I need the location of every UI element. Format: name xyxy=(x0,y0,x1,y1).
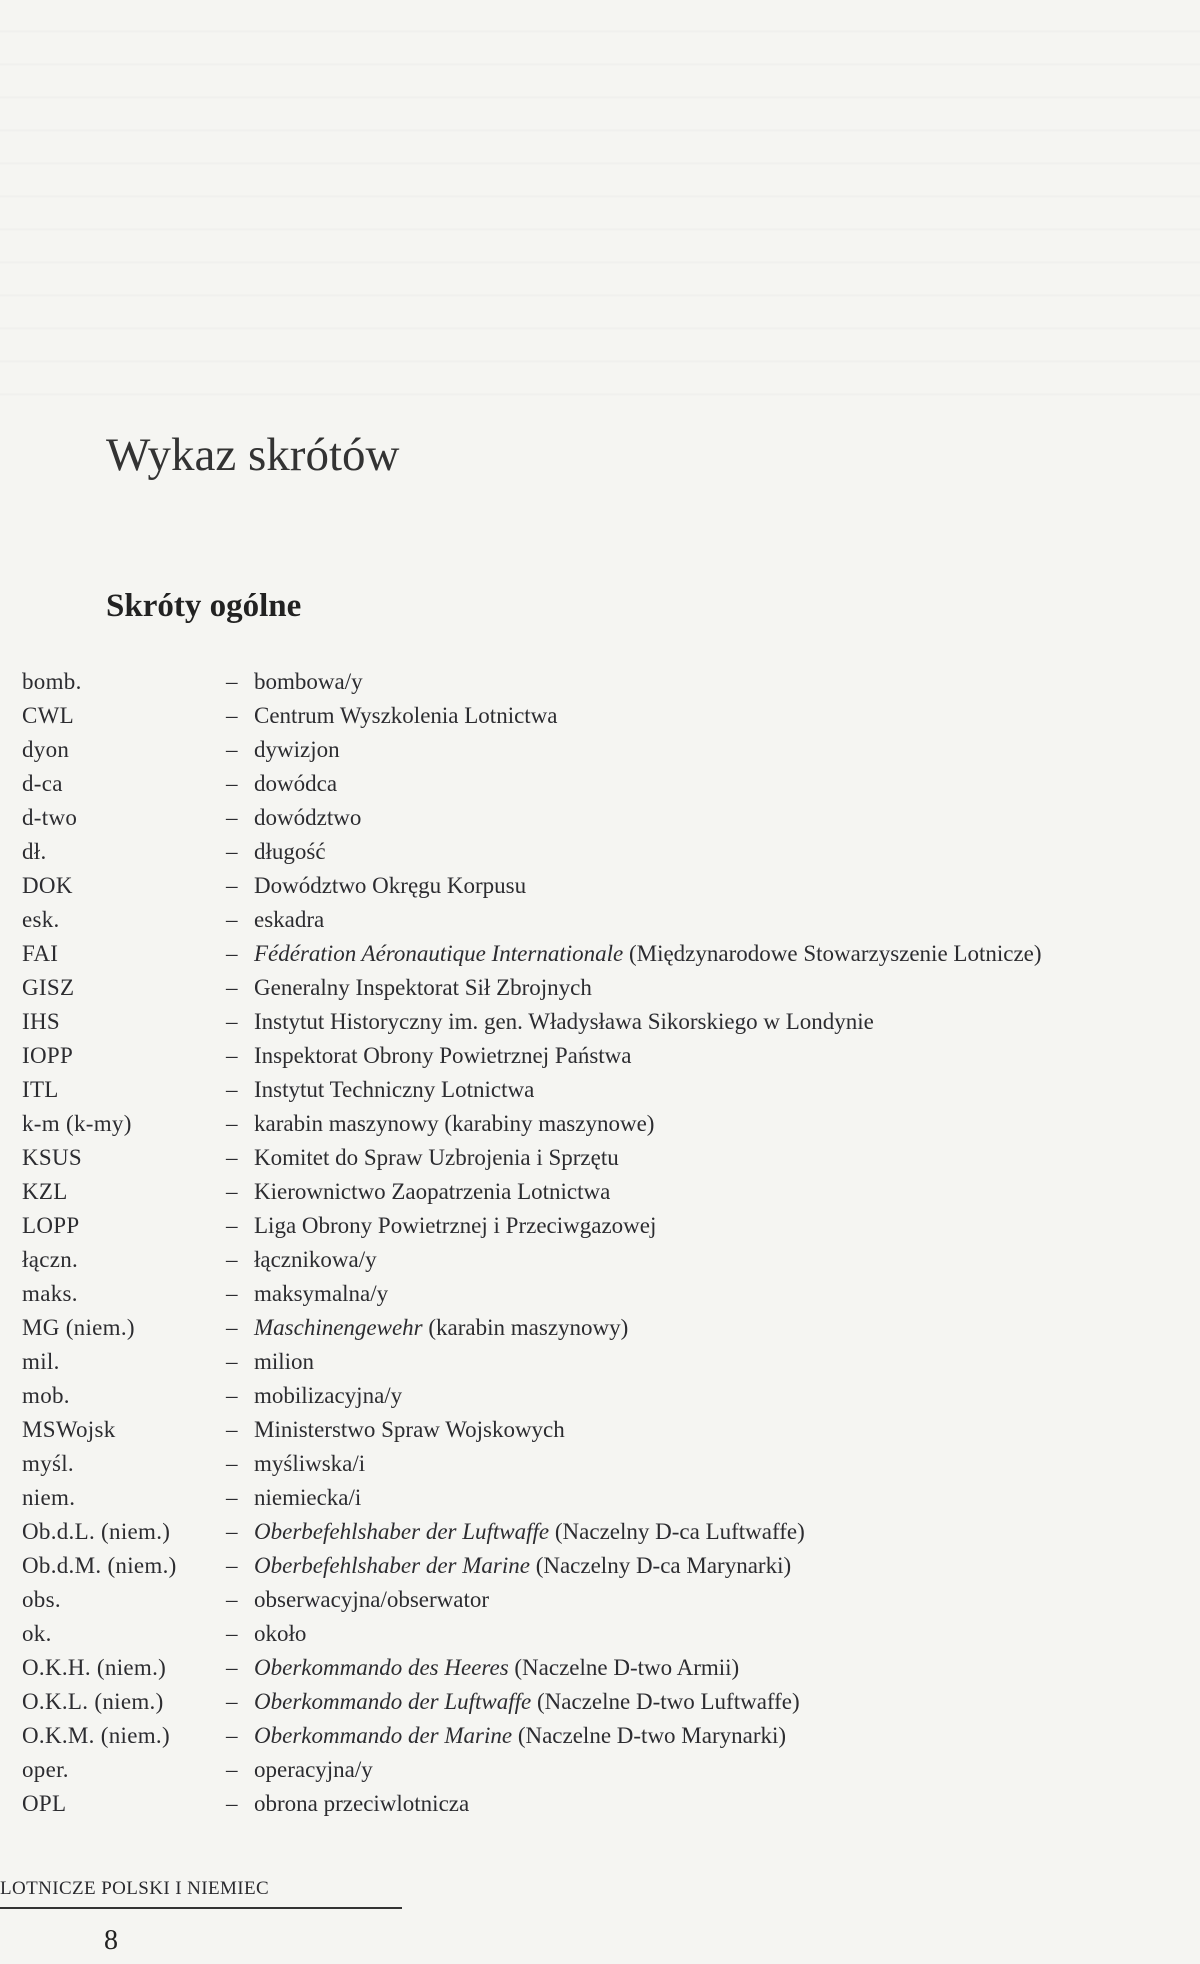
abbreviation-row xyxy=(22,903,1192,937)
abbreviation-row xyxy=(22,1039,1192,1073)
definition-text: (Naczelny D-ca Marynarki) xyxy=(535,1553,792,1578)
definition-text: Centrum Wyszkolenia Lotnictwa xyxy=(254,703,558,728)
abbreviation: Ob.d.M. (niem.) xyxy=(22,1553,177,1578)
section-title: Skróty ogólne xyxy=(106,588,302,624)
abbreviation: d-ca xyxy=(22,771,63,796)
dash-separator: – xyxy=(226,703,238,728)
definition-text: niemiecka/i xyxy=(254,1485,362,1510)
abbreviation-row xyxy=(22,937,1192,971)
definition-text: obserwacyjna/obserwator xyxy=(254,1587,490,1612)
abbreviation: ITL xyxy=(22,1077,59,1102)
definition xyxy=(226,1349,1192,1375)
definition xyxy=(226,975,1192,1001)
definition xyxy=(226,771,1192,797)
definition xyxy=(226,907,1192,933)
abbreviation-row xyxy=(22,1141,1192,1175)
definition xyxy=(226,1417,1192,1443)
dash-separator: – xyxy=(226,1009,238,1034)
abbreviation-row xyxy=(22,1345,1192,1379)
abbreviation: obs. xyxy=(22,1587,61,1612)
dash-separator: – xyxy=(226,1383,238,1408)
dash-separator: – xyxy=(226,1077,238,1102)
definition-text: Dowództwo Okręgu Korpusu xyxy=(254,873,527,898)
definition xyxy=(226,1757,1192,1783)
abbreviation-row xyxy=(22,1583,1192,1617)
definition xyxy=(226,941,1192,967)
dash-separator: – xyxy=(226,975,238,1000)
abbreviation: mil. xyxy=(22,1349,60,1374)
definition xyxy=(226,1451,1192,1477)
definition-text: Komitet do Spraw Uzbrojenia i Sprzętu xyxy=(254,1145,619,1170)
abbreviation-row xyxy=(22,1107,1192,1141)
abbreviation-row xyxy=(22,1447,1192,1481)
definition-text: maksymalna/y xyxy=(254,1281,389,1306)
abbreviation: O.K.M. (niem.) xyxy=(22,1723,170,1748)
definition-text: Ministerstwo Spraw Wojskowych xyxy=(254,1417,565,1442)
abbreviation-row xyxy=(22,835,1192,869)
definition-text: myśliwska/i xyxy=(254,1451,366,1476)
abbreviation-row xyxy=(22,1243,1192,1277)
dash-separator: – xyxy=(226,1417,238,1442)
bleed-through-background xyxy=(0,0,1200,420)
page-number: 8 xyxy=(104,1925,118,1956)
dash-separator: – xyxy=(226,1757,238,1782)
dash-separator: – xyxy=(226,737,238,762)
dash-separator: – xyxy=(226,771,238,796)
definition-text: dowódca xyxy=(254,771,338,796)
dash-separator: – xyxy=(226,873,238,898)
dash-separator: – xyxy=(226,1213,238,1238)
definition-text: (Naczelne D-two Luftwaffe) xyxy=(537,1689,800,1714)
definition-text: Instytut Techniczny Lotnictwa xyxy=(254,1077,535,1102)
definition-text: Generalny Inspektorat Sił Zbrojnych xyxy=(254,975,592,1000)
definition xyxy=(226,703,1192,729)
abbreviation: OPL xyxy=(22,1791,67,1816)
definition-text: mobilizacyjna/y xyxy=(254,1383,403,1408)
definition xyxy=(226,1077,1192,1103)
definition xyxy=(226,1383,1192,1409)
dash-separator: – xyxy=(226,1553,238,1578)
abbreviation: MSWojsk xyxy=(22,1417,116,1442)
abbreviation-list xyxy=(22,665,1192,1821)
dash-separator: – xyxy=(226,1247,238,1272)
definition-foreign-term: Fédération Aéronautique Internationale xyxy=(254,941,624,966)
definition-text: (karabin maszynowy) xyxy=(428,1315,629,1340)
running-footer: LOTNICZE POLSKI I NIEMIEC xyxy=(0,1878,270,1899)
definition xyxy=(226,1009,1192,1035)
definition-text: Kierownictwo Zaopatrzenia Lotnictwa xyxy=(254,1179,611,1204)
definition xyxy=(226,873,1192,899)
dash-separator: – xyxy=(226,1723,238,1748)
abbreviation-row xyxy=(22,1277,1192,1311)
abbreviation-row xyxy=(22,699,1192,733)
abbreviation-row xyxy=(22,1073,1192,1107)
abbreviation-row xyxy=(22,733,1192,767)
definition xyxy=(226,805,1192,831)
abbreviation: IHS xyxy=(22,1009,60,1034)
definition-text: obrona przeciwlotnicza xyxy=(254,1791,470,1816)
definition xyxy=(226,1213,1192,1239)
abbreviation-row xyxy=(22,1719,1192,1753)
definition-text: łącznikowa/y xyxy=(254,1247,377,1272)
abbreviation: CWL xyxy=(22,703,74,728)
abbreviation: GISZ xyxy=(22,975,75,1000)
dash-separator: – xyxy=(226,1621,238,1646)
abbreviation-row xyxy=(22,869,1192,903)
dash-separator: – xyxy=(226,839,238,864)
abbreviation-row xyxy=(22,801,1192,835)
abbreviation: DOK xyxy=(22,873,73,898)
definition xyxy=(226,1179,1192,1205)
definition-foreign-term: Oberbefehlshaber der Marine xyxy=(254,1553,530,1578)
abbreviation: maks. xyxy=(22,1281,78,1306)
dash-separator: – xyxy=(226,805,238,830)
definition xyxy=(226,1587,1192,1613)
abbreviation-row xyxy=(22,1209,1192,1243)
definition-text: Liga Obrony Powietrznej i Przeciwgazowej xyxy=(254,1213,657,1238)
definition-text: karabin maszynowy (karabiny maszynowe) xyxy=(254,1111,655,1136)
definition xyxy=(226,737,1192,763)
abbreviation-row xyxy=(22,1175,1192,1209)
definition-text: bombowa/y xyxy=(254,669,363,694)
definition-foreign-term: Oberkommando der Luftwaffe xyxy=(254,1689,532,1714)
definition xyxy=(226,1281,1192,1307)
abbreviation: LOPP xyxy=(22,1213,80,1238)
abbreviation: FAI xyxy=(22,941,59,966)
definition xyxy=(226,1111,1192,1137)
abbreviation: KSUS xyxy=(22,1145,83,1170)
abbreviation: MG (niem.) xyxy=(22,1315,135,1340)
dash-separator: – xyxy=(226,1451,238,1476)
definition-text: (Naczelne D-two Armii) xyxy=(514,1655,740,1680)
dash-separator: – xyxy=(226,1111,238,1136)
definition-foreign-term: Oberkommando des Heeres xyxy=(254,1655,509,1680)
abbreviation-row xyxy=(22,1413,1192,1447)
abbreviation-row xyxy=(22,665,1192,699)
dash-separator: – xyxy=(226,941,238,966)
abbreviation: bomb. xyxy=(22,669,82,694)
abbreviation-row xyxy=(22,1515,1192,1549)
abbreviation-row xyxy=(22,1685,1192,1719)
abbreviation-row xyxy=(22,1787,1192,1821)
abbreviation: ok. xyxy=(22,1621,52,1646)
definition-text: (Międzynarodowe Stowarzyszenie Lotnicze) xyxy=(628,941,1042,966)
abbreviation-row xyxy=(22,1651,1192,1685)
abbreviation: esk. xyxy=(22,907,60,932)
abbreviation-row xyxy=(22,1379,1192,1413)
abbreviation: oper. xyxy=(22,1757,69,1782)
dash-separator: – xyxy=(226,1689,238,1714)
definition xyxy=(226,1621,1192,1647)
dash-separator: – xyxy=(226,1655,238,1680)
dash-separator: – xyxy=(226,907,238,932)
abbreviation: dł. xyxy=(22,839,47,864)
abbreviation-row xyxy=(22,1549,1192,1583)
dash-separator: – xyxy=(226,1485,238,1510)
definition xyxy=(226,1315,1192,1341)
definition-text: dywizjon xyxy=(254,737,340,762)
abbreviation: mob. xyxy=(22,1383,70,1408)
dash-separator: – xyxy=(226,1145,238,1170)
dash-separator: – xyxy=(226,1791,238,1816)
abbreviation: IOPP xyxy=(22,1043,74,1068)
dash-separator: – xyxy=(226,1281,238,1306)
abbreviation-row xyxy=(22,1481,1192,1515)
abbreviation-row xyxy=(22,1753,1192,1787)
definition-foreign-term: Oberkommando der Marine xyxy=(254,1723,513,1748)
dash-separator: – xyxy=(226,1587,238,1612)
dash-separator: – xyxy=(226,1179,238,1204)
abbreviation: Ob.d.L. (niem.) xyxy=(22,1519,171,1544)
abbreviation-row xyxy=(22,1005,1192,1039)
abbreviation-row xyxy=(22,767,1192,801)
definition-foreign-term: Oberbefehlshaber der Luftwaffe xyxy=(254,1519,550,1544)
definition-text: (Naczelny D-ca Luftwaffe) xyxy=(554,1519,805,1544)
definition-text: operacyjna/y xyxy=(254,1757,373,1782)
abbreviation-row xyxy=(22,1311,1192,1345)
dash-separator: – xyxy=(226,1349,238,1374)
definition xyxy=(226,1791,1192,1817)
definition-text: Instytut Historyczny im. gen. Władysława Sikorskiego w Londynie xyxy=(254,1009,874,1034)
definition xyxy=(226,1043,1192,1069)
definition-text: eskadra xyxy=(254,907,325,932)
dash-separator: – xyxy=(226,1315,238,1340)
definition-text: długość xyxy=(254,839,326,864)
dash-separator: – xyxy=(226,1519,238,1544)
page-title: Wykaz skrótów xyxy=(106,429,400,481)
abbreviation: d-two xyxy=(22,805,78,830)
definition xyxy=(226,669,1192,695)
definition xyxy=(226,1553,1192,1579)
definition xyxy=(226,1247,1192,1273)
abbreviation: myśl. xyxy=(22,1451,74,1476)
definition xyxy=(226,839,1192,865)
abbreviation: KZL xyxy=(22,1179,68,1204)
definition-text: milion xyxy=(254,1349,315,1374)
definition-foreign-term: Maschinengewehr xyxy=(254,1315,423,1340)
definition-text: dowództwo xyxy=(254,805,362,830)
definition xyxy=(226,1655,1192,1681)
footer-rule xyxy=(0,1907,402,1909)
definition xyxy=(226,1145,1192,1171)
abbreviation: O.K.L. (niem.) xyxy=(22,1689,164,1714)
abbreviation: k-m (k-my) xyxy=(22,1111,132,1136)
definition xyxy=(226,1485,1192,1511)
abbreviation-row xyxy=(22,1617,1192,1651)
definition xyxy=(226,1519,1192,1545)
abbreviation-row xyxy=(22,971,1192,1005)
abbreviation: łączn. xyxy=(22,1247,79,1272)
definition-text: około xyxy=(254,1621,307,1646)
definition-text: (Naczelne D-two Marynarki) xyxy=(517,1723,787,1748)
definition xyxy=(226,1689,1192,1715)
definition-text: Inspektorat Obrony Powietrznej Państwa xyxy=(254,1043,632,1068)
abbreviation: dyon xyxy=(22,737,70,762)
definition xyxy=(226,1723,1192,1749)
dash-separator: – xyxy=(226,1043,238,1068)
dash-separator: – xyxy=(226,669,238,694)
abbreviation: O.K.H. (niem.) xyxy=(22,1655,167,1680)
abbreviation: niem. xyxy=(22,1485,76,1510)
